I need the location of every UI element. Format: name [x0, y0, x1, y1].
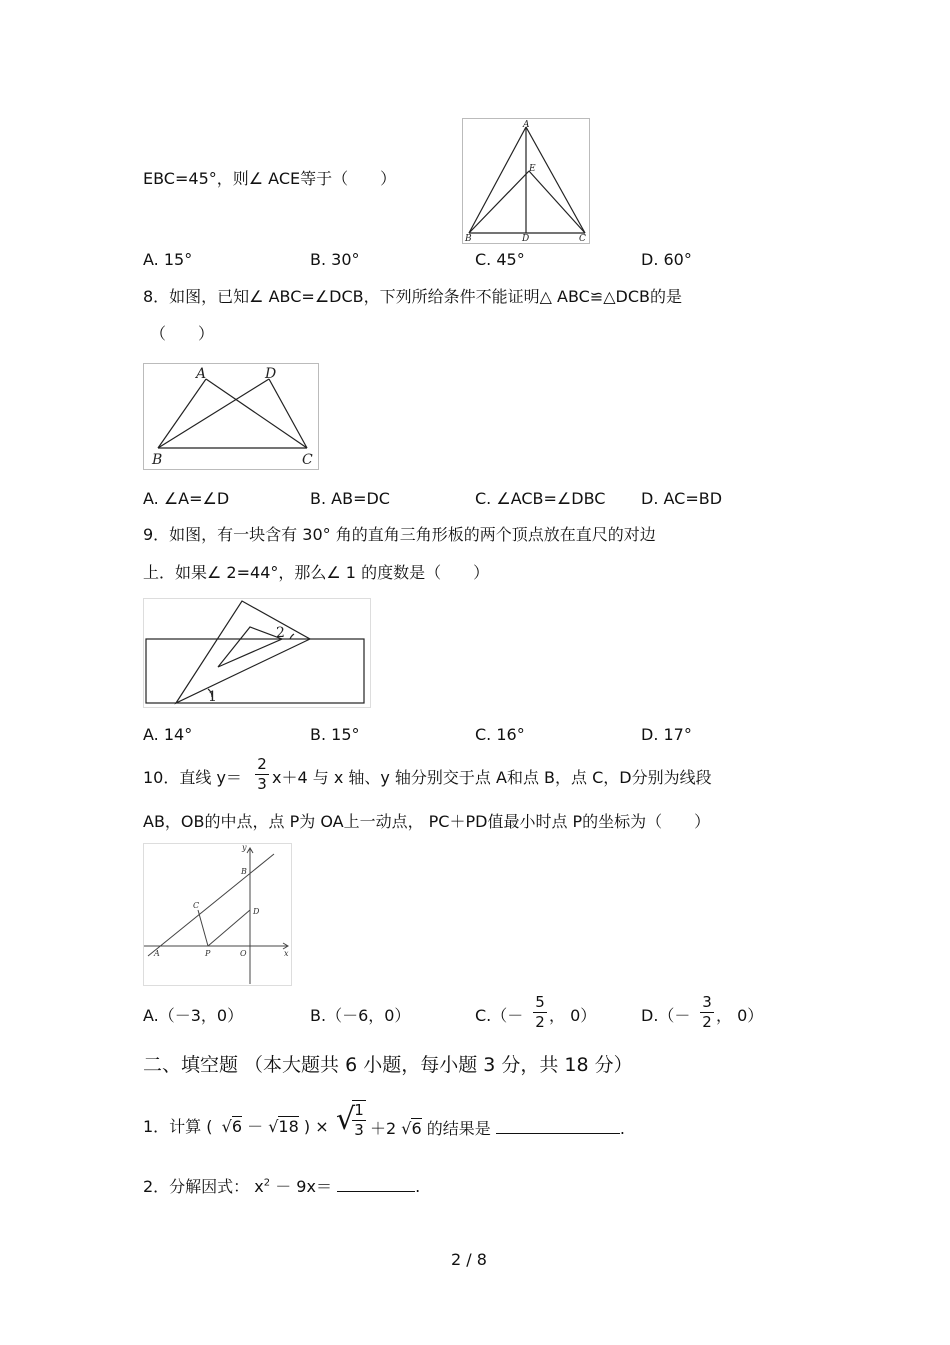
q10-option-c-numerator: 5	[535, 993, 545, 1011]
q10-label-y: y	[242, 844, 247, 852]
f1-plus: ＋2	[370, 1119, 397, 1138]
q10-label-a: A	[154, 949, 160, 958]
q10-stem-start: 10．直线 y＝	[143, 768, 242, 787]
f1-fraction	[352, 1100, 366, 1138]
q7-label-c: C	[579, 234, 586, 243]
q10-label-x: x	[284, 949, 289, 958]
q10-option-c-fraction	[533, 995, 547, 1030]
f1-start: 1．计算 (	[143, 1117, 213, 1136]
q7-figure	[462, 118, 590, 244]
q9-angle-2-label: 2	[276, 625, 285, 641]
q10-option-c-start: C.（－	[475, 1006, 524, 1025]
q10-label-d: D	[253, 907, 260, 916]
q10-label-p: P	[205, 949, 211, 958]
q10-option-b: B.（－6，0）	[310, 1006, 411, 1025]
q7-option-a: A. 15°	[143, 250, 193, 269]
f1-fraction-denominator: 3	[354, 1121, 364, 1139]
f2-question: 2．分解因式： $x^2 - 9x=$ .	[143, 1177, 421, 1196]
q7-label-b: B	[465, 234, 472, 243]
q10-stem-line2: AB，OB的中点，点 P为 OA上一动点， PC＋PD值最小时点 P的坐标为（ ）	[143, 812, 711, 831]
q10-slope-denominator: 3	[257, 775, 267, 793]
q8-figure-drawing	[144, 364, 318, 469]
f1-minus: －	[247, 1117, 264, 1136]
f2-exponent: 2	[263, 1177, 271, 1189]
page-number: 2 / 8	[451, 1250, 487, 1269]
q8-figure	[143, 363, 319, 470]
f1-radical-sign: √	[336, 1102, 356, 1137]
q8-label-d: D	[265, 366, 277, 382]
q8-label-b: B	[152, 452, 163, 468]
q10-option-d-end: ， 0）	[716, 1006, 764, 1025]
section-2-title: 二、填空题 （本大题共 6 小题，每小题 3 分，共 18 分）	[143, 1054, 633, 1076]
q9-figure	[143, 598, 371, 708]
q8-stem: 8．如图，已知∠ ABC=∠DCB，下列所给条件不能证明△ ABC≌△DCB的是	[143, 287, 683, 306]
q10-option-c-denominator: 2	[535, 1013, 545, 1031]
q7-label-a: A	[523, 120, 530, 130]
q8-label-a: A	[196, 366, 207, 382]
f1-sqrt-18: √18	[268, 1117, 299, 1136]
q10-stem-end: x＋4 与 x 轴、y 轴分别交于点 A和点 B，点 C，D分别为线段	[272, 768, 712, 787]
q9-angle-1-label: 1	[208, 689, 217, 705]
f1-sqrt-6b: √6	[401, 1119, 422, 1138]
q9-option-a: A. 14°	[143, 725, 193, 744]
q10-label-b: B	[241, 867, 247, 876]
q10-figure-drawing	[144, 844, 291, 985]
f1-question	[143, 1119, 329, 1135]
q8-option-c: C. ∠ACB=∠DBC	[475, 489, 606, 508]
q7-option-d: D. 60°	[641, 250, 692, 269]
q10-option-c-end: ， 0）	[549, 1006, 597, 1025]
f1-answer-blank[interactable]	[496, 1119, 620, 1134]
q9-option-d: D. 17°	[641, 725, 692, 744]
q10-figure	[143, 843, 292, 986]
q9-stem-line2: 上．如果∠ 2=44°，那么∠ 1 的度数是（ ）	[143, 563, 490, 582]
q7-label-d: D	[522, 234, 530, 243]
q10-option-d-start: D.（－	[641, 1006, 691, 1025]
f1-question-end: ＋2 √6 的结果是 .	[370, 1119, 625, 1138]
f1-sqrt-6: √6	[221, 1117, 242, 1136]
f1-end: 的结果是	[426, 1119, 491, 1138]
q10-option-d-denominator: 2	[702, 1013, 712, 1031]
q8-answer-paren: （ ）	[150, 324, 215, 343]
q10-slope-fraction	[255, 757, 269, 792]
f2-start: 2．分解因式： x	[143, 1177, 264, 1196]
q9-figure-drawing	[144, 599, 370, 707]
q8-option-b: B. AB=DC	[310, 489, 390, 508]
q10-option-a: A.（－3，0）	[143, 1006, 244, 1025]
q8-option-a: A. ∠A=∠D	[143, 489, 230, 508]
q10-option-d-fraction	[700, 995, 714, 1030]
q7-figure-drawing	[463, 119, 589, 243]
q10-label-o: O	[240, 949, 247, 958]
q7-stem: EBC=45°，则∠ ACE等于（ ）	[143, 169, 397, 188]
q10-slope-numerator: 2	[257, 755, 267, 773]
q7-option-b: B. 30°	[310, 250, 360, 269]
f1-close-times: ) ×	[303, 1117, 329, 1136]
f2-end: － 9x＝	[275, 1177, 332, 1196]
q9-option-c: C. 16°	[475, 725, 525, 744]
q9-stem-line1: 9．如图，有一块含有 30° 角的直角三角形板的两个顶点放在直尺的对边	[143, 525, 656, 544]
q10-option-d-numerator: 3	[702, 993, 712, 1011]
f2-answer-blank[interactable]	[337, 1177, 415, 1192]
q9-option-b: B. 15°	[310, 725, 360, 744]
f1-fraction-numerator: 1	[354, 1101, 364, 1119]
q8-label-c: C	[302, 452, 313, 468]
q8-option-d: D. AC=BD	[641, 489, 723, 508]
q7-label-e: E	[529, 164, 536, 174]
q10-label-c: C	[193, 901, 200, 910]
q7-option-c: C. 45°	[475, 250, 525, 269]
